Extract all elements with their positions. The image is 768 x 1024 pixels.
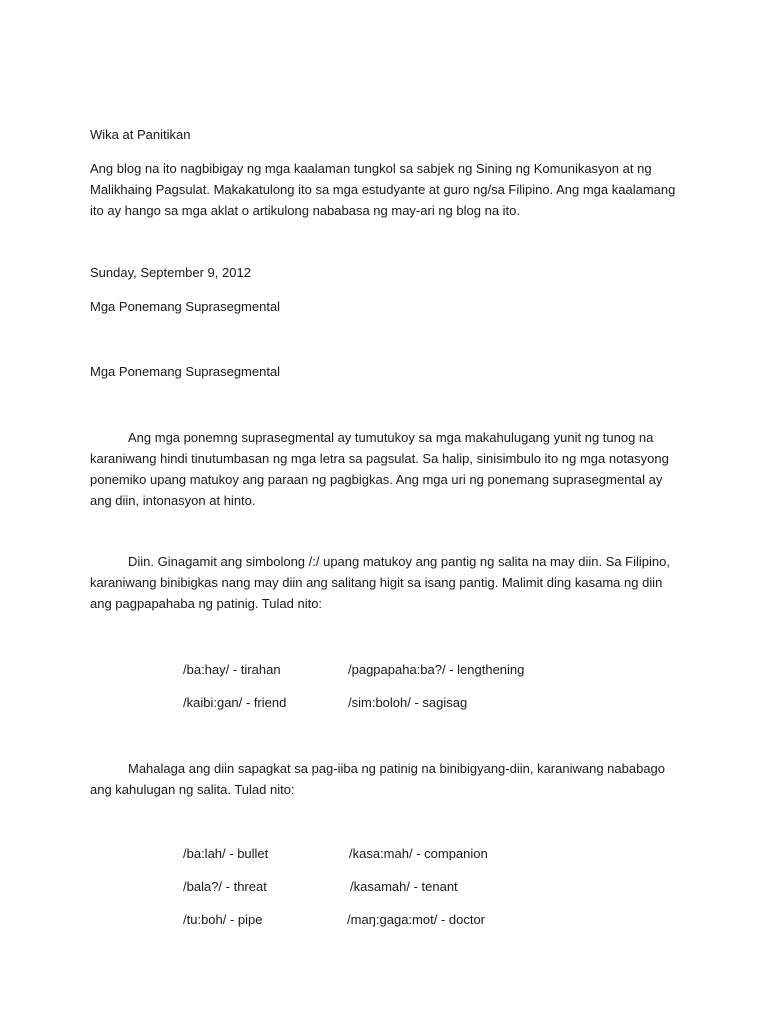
post-date: Sunday, September 9, 2012 [90,265,251,280]
example-word: /ba:hay/ - tirahan [183,662,281,677]
example-word: /kaibi:gan/ - friend [183,695,287,710]
blog-description: Ang blog na ito nagbibigay ng mga kaalaman tungkol sa sabjek ng Sining ng Komunikasyon at ng Malikhaing Pagsulat. Makakatulong ito sa mga estudyante at guro ng/sa Filipino. Ang mga kaalamang ito ay hango sa mga aklat o artikulong nababasa ng may-ari ng blog na ito. [90,161,676,218]
intro-paragraph: Ang mga ponemng suprasegmental ay tumutukoy sa mga makahulugang yunit ng tunog na karaniwang hindi tinutumbasan ng mga letra sa pagsulat. Sa halip, sinisimbulo ito ng mga notasyong ponemiko upang matukoy ang paraan ng pagbigkas. Ang mga uri ng ponemang suprasegmental ay ang diin, intonasyon at hinto. [90,430,669,508]
example-word: /kasa:mah/ - companion [349,846,488,861]
blog-title: Wika at Panitikan [90,127,191,142]
example-word: /pagpapaha:ba?/ - lengthening [348,662,525,677]
meaning-paragraph: Mahalaga ang diin sapagkat sa pag-iiba ng patinig na binibigyang-diin, karaniwang nababago ang kahulugan ng salita. Tulad nito: [90,761,666,797]
post-title: Mga Ponemang Suprasegmental [90,299,281,314]
example-word: /kasamah/ - tenant [350,879,458,894]
example-word: /tu:boh/ - pipe [183,912,263,927]
diin-paragraph: Diin. Ginagamit ang simbolong /:/ upang matukoy ang pantig ng salita na may diin. Sa Filipino, karaniwang binibigkas nang may diin ang salitang higit sa isang pantig. Malimit ding kasama ng diin ang pagpapahaba ng patinig. Tulad nito: [90,554,670,611]
example-word: /sim:boloh/ - sagisag [348,695,468,710]
example-word: /maŋ:gaga:mot/ - doctor [347,912,486,927]
example-word: /ba:lah/ - bullet [183,846,269,861]
post-heading: Mga Ponemang Suprasegmental [90,364,281,379]
example-word: /bala?/ - threat [183,879,267,894]
